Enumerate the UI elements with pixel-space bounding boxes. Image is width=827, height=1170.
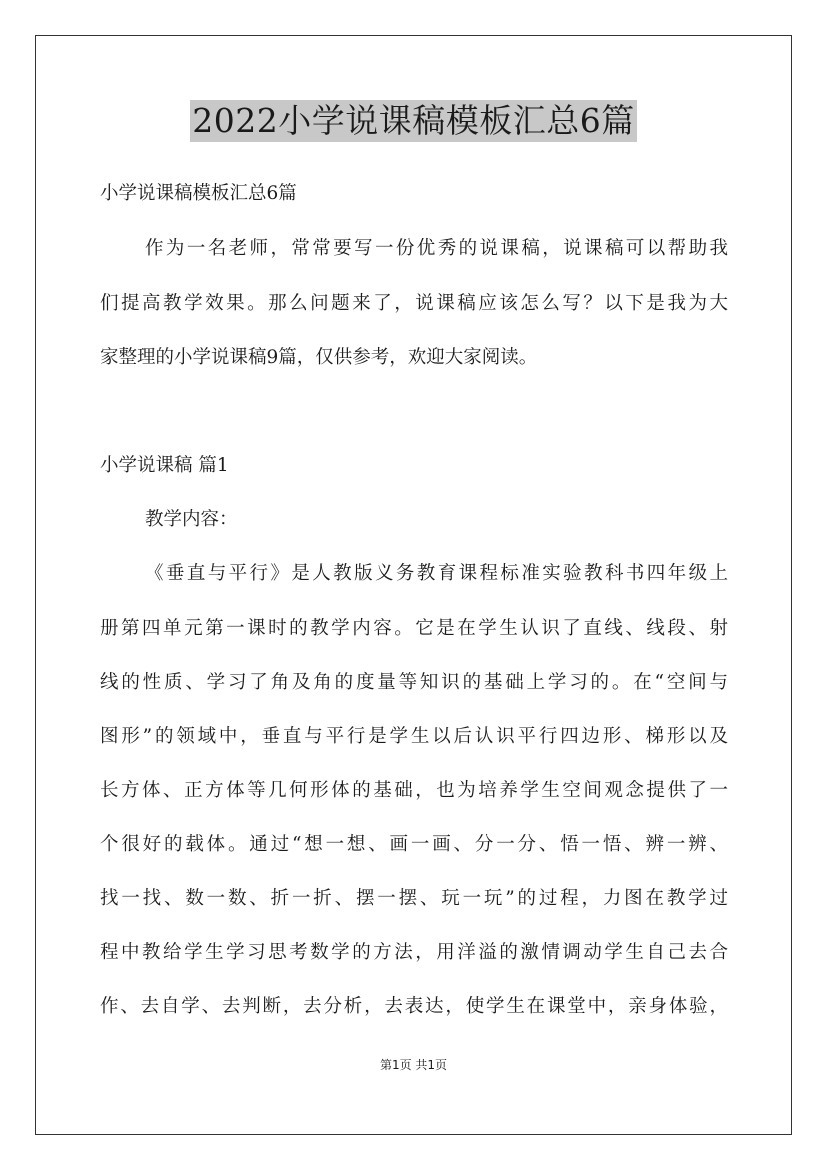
content-label: 教学内容： [145, 509, 238, 530]
body-line-4: 图形”的领域中，垂直与平行是学生以后认识平行四边形、梯形以及 [100, 726, 728, 747]
body-line-8: 程中教给学生学习思考数学的方法，用洋溢的激情调动学生自己去合 [100, 942, 728, 963]
body-line-1: 《垂直与平行》是人教版义务教育课程标准实验教科书四年级上 [145, 563, 728, 584]
page-footer: 第1页 共1页 [379, 1058, 448, 1072]
section-heading: 小学说课稿 篇1 [100, 455, 229, 476]
intro-line-2: 们提高教学效果。那么问题来了，说课稿应该怎么写？以下是我为大 [100, 293, 728, 314]
intro-line-3: 家整理的小学说课稿9篇，仅供参考，欢迎大家阅读。 [100, 347, 538, 368]
intro-line-1: 作为一名老师，常常要写一份优秀的说课稿，说课稿可以帮助我 [145, 238, 728, 259]
body-line-6: 个很好的载体。通过“想一想、画一画、分一分、悟一悟、辨一辨、 [100, 834, 728, 855]
body-line-9: 作、去自学、去判断，去分析，去表达，使学生在课堂中，亲身体验， [100, 996, 728, 1017]
body-line-3: 线的性质、学习了角及角的度量等知识的基础上学习的。在“空间与 [100, 672, 728, 693]
body-line-5: 长方体、正方体等几何形体的基础，也为培养学生空间观念提供了一 [100, 780, 728, 801]
body-line-2: 册第四单元第一课时的教学内容。它是在学生认识了直线、线段、射 [100, 618, 728, 639]
document-title: 2022小学说课稿模板汇总6篇 [192, 101, 635, 140]
title-container [0, 100, 827, 142]
subtitle: 小学说课稿模板汇总6篇 [100, 183, 297, 204]
body-line-7: 找一找、数一数、折一折、摆一摆、玩一玩”的过程，力图在教学过 [100, 888, 728, 909]
